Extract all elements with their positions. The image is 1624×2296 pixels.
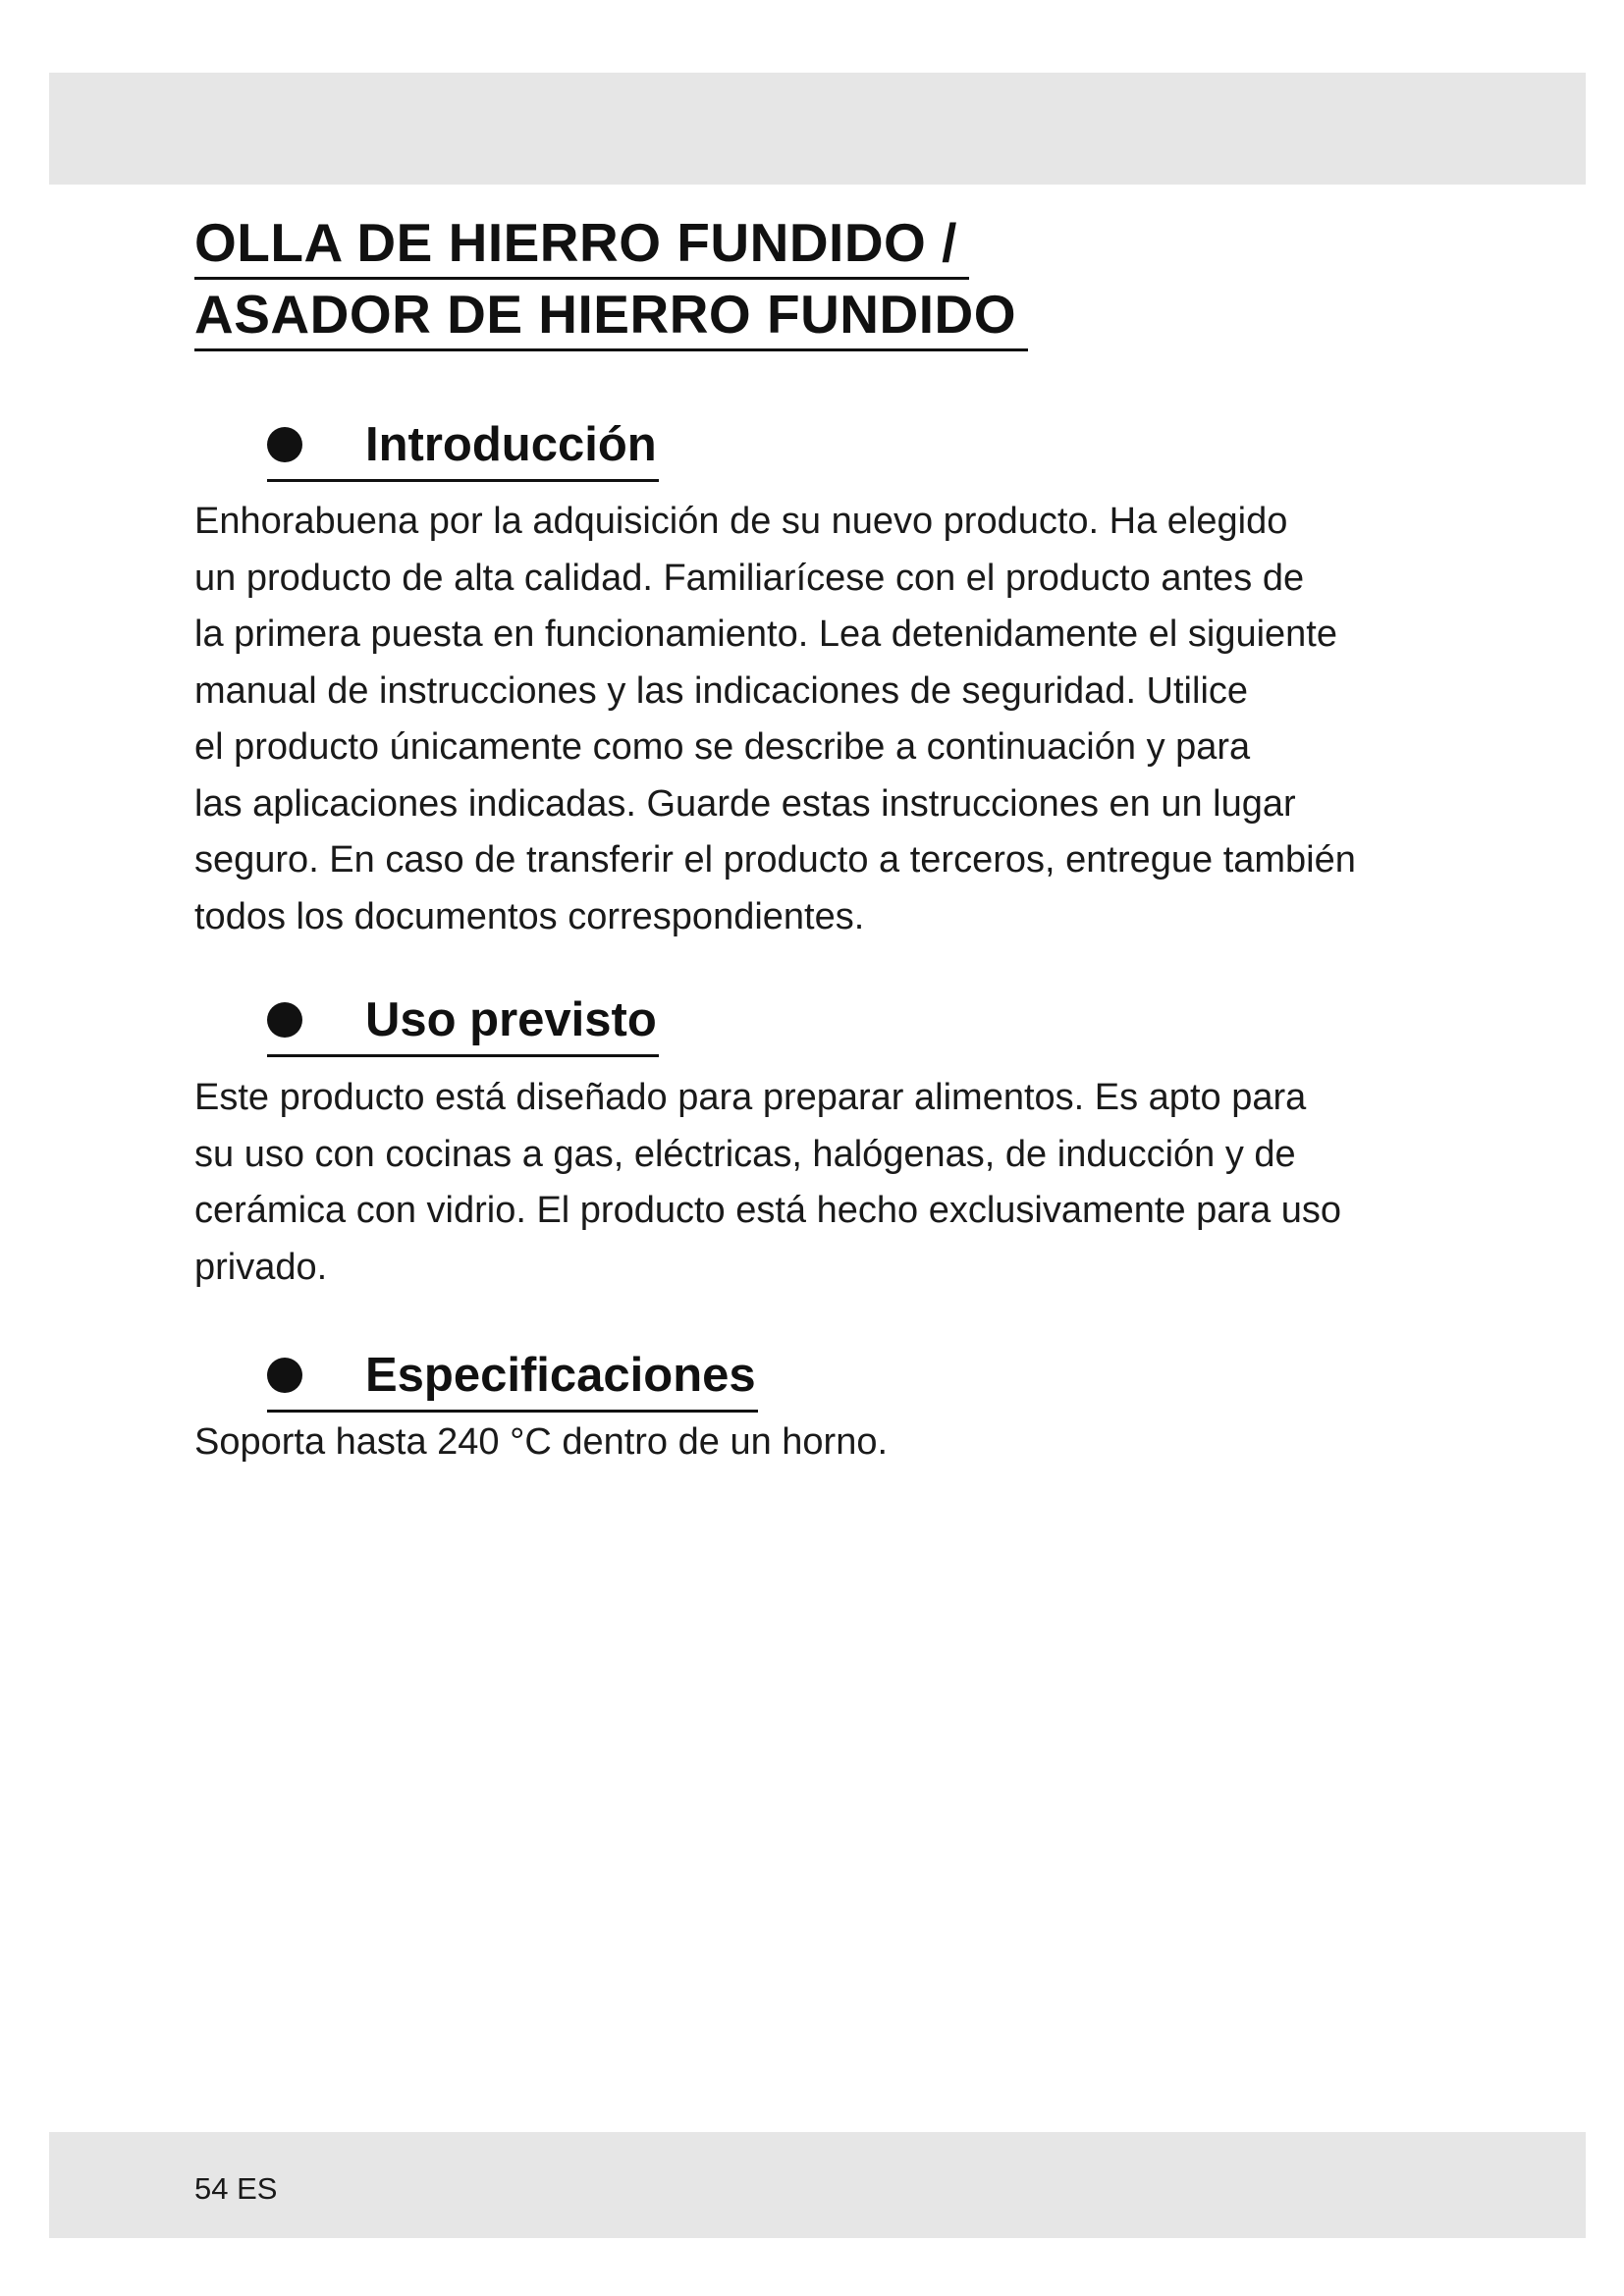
section-heading-especificaciones [267,1341,758,1413]
body-line: seguro. En caso de transferir el producto a terceros, entregue también [194,839,1356,881]
page-title-line-1: OLLA DE HIERRO FUNDIDO / [194,208,969,280]
bullet-icon [267,1358,302,1393]
body-line: privado. [194,1246,328,1288]
section-body-uso-previsto [194,1070,1451,1296]
body-line: las aplicaciones indicadas. Guarde estas instrucciones en un lugar [194,782,1296,825]
section-body-especificaciones [194,1415,1451,1471]
page-number: 54 ES [194,2171,278,2206]
footer-band [49,2132,1586,2238]
body-line: un producto de alta calidad. Familiarícese con el producto antes de [194,557,1305,599]
page-title-line-2: ASADOR DE HIERRO FUNDIDO [194,280,1028,351]
body-line: cerámica con vidrio. El producto está hecho exclusivamente para uso [194,1190,1342,1231]
header-band [49,73,1586,185]
section-heading-text: Introducción [365,418,657,471]
body-line: Soporta hasta 240 °C dentro de un horno. [194,1421,889,1463]
section-heading-introduccion [267,410,659,482]
section-heading-text: Uso previsto [365,993,657,1046]
body-line: Este producto está diseñado para preparar alimentos. Es apto para [194,1077,1307,1118]
section-body-introduccion [194,494,1451,945]
body-line: todos los documentos correspondientes. [194,895,865,937]
body-line: Enhorabuena por la adquisición de su nuevo producto. Ha elegido [194,501,1288,542]
page-title [194,208,1028,351]
section-heading-uso-previsto [267,986,659,1057]
bullet-icon [267,427,302,462]
section-heading-text: Especificaciones [365,1349,756,1402]
body-line: la primera puesta en funcionamiento. Lea detenidamente el siguiente [194,614,1337,655]
bullet-icon [267,1002,302,1038]
body-line: manual de instrucciones y las indicaciones de seguridad. Utilice [194,669,1249,712]
body-line: el producto únicamente como se describe a continuación y para [194,726,1251,768]
body-line: su uso con cocinas a gas, eléctricas, halógenas, de inducción y de [194,1133,1296,1175]
